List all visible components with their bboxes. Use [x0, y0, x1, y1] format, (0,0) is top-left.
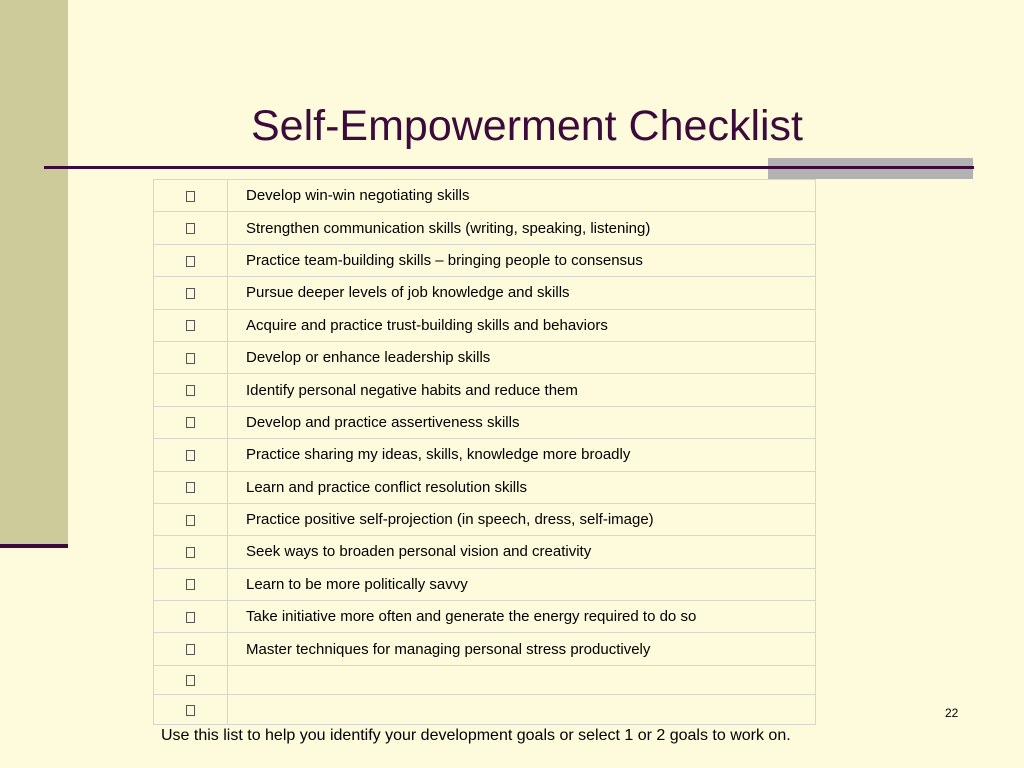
checkbox[interactable]	[186, 547, 195, 558]
checkbox[interactable]	[186, 385, 195, 396]
checklist-row	[154, 277, 816, 309]
checklist-item-text	[228, 665, 816, 695]
checklist-row	[154, 695, 816, 725]
checkbox[interactable]	[186, 579, 195, 590]
checkbox-cell	[154, 471, 228, 503]
decorative-gray-band	[768, 158, 973, 179]
checklist-item-text: Strengthen communication skills (writing, speaking, listening)	[228, 212, 816, 244]
checkbox[interactable]	[186, 320, 195, 331]
checklist-item-text: Develop or enhance leadership skills	[228, 341, 816, 373]
checkbox-cell	[154, 406, 228, 438]
checkbox-cell	[154, 244, 228, 276]
checkbox-cell	[154, 309, 228, 341]
checkbox[interactable]	[186, 515, 195, 526]
checklist-item-text: Take initiative more often and generate the energy required to do so	[228, 601, 816, 633]
checklist-item-text: Develop win-win negotiating skills	[228, 180, 816, 212]
checkbox-cell	[154, 633, 228, 665]
checklist-row	[154, 180, 816, 212]
checkbox[interactable]	[186, 612, 195, 623]
checkbox-cell	[154, 536, 228, 568]
checkbox[interactable]	[186, 450, 195, 461]
checklist-item-text: Master techniques for managing personal stress productively	[228, 633, 816, 665]
page-number: 22	[945, 706, 959, 720]
slide-title: Self-Empowerment Checklist	[250, 102, 803, 150]
checklist-item-text: Learn to be more politically savvy	[228, 568, 816, 600]
checklist-item-text: Acquire and practice trust-building skills and behaviors	[228, 309, 816, 341]
side-bar-rule	[0, 544, 68, 548]
checkbox[interactable]	[186, 288, 195, 299]
checkbox[interactable]	[186, 417, 195, 428]
decorative-side-bar	[0, 0, 68, 546]
checklist-row	[154, 309, 816, 341]
checkbox-cell	[154, 601, 228, 633]
checklist-row	[154, 633, 816, 665]
checklist-row	[154, 665, 816, 695]
checklist-item-text: Seek ways to broaden personal vision and creativity	[228, 536, 816, 568]
footer-note: Use this list to help you identify your development goals or select 1 or 2 goals to work on.	[161, 727, 791, 744]
checklist-row	[154, 244, 816, 276]
checklist-row	[154, 406, 816, 438]
checklist-item-text	[228, 695, 816, 725]
checklist-item-text: Identify personal negative habits and reduce them	[228, 374, 816, 406]
checkbox-cell	[154, 503, 228, 535]
checklist-row	[154, 503, 816, 535]
checklist-item-text: Learn and practice conflict resolution skills	[228, 471, 816, 503]
checklist-item-text: Practice team-building skills – bringing people to consensus	[228, 244, 816, 276]
checklist-row	[154, 601, 816, 633]
checkbox[interactable]	[186, 675, 195, 686]
checkbox[interactable]	[186, 191, 195, 202]
checkbox-cell	[154, 341, 228, 373]
checklist-row	[154, 212, 816, 244]
checkbox[interactable]	[186, 223, 195, 234]
checkbox-cell	[154, 695, 228, 725]
checklist-row	[154, 568, 816, 600]
checkbox-cell	[154, 568, 228, 600]
checkbox-cell	[154, 374, 228, 406]
checklist-item-text: Practice sharing my ideas, skills, knowledge more broadly	[228, 439, 816, 471]
checkbox[interactable]	[186, 353, 195, 364]
checklist-row	[154, 374, 816, 406]
checkbox-cell	[154, 665, 228, 695]
checklist-item-text: Develop and practice assertiveness skills	[228, 406, 816, 438]
checklist-row	[154, 439, 816, 471]
checklist-row	[154, 536, 816, 568]
checklist-row	[154, 471, 816, 503]
checkbox[interactable]	[186, 482, 195, 493]
checkbox[interactable]	[186, 644, 195, 655]
checklist-row	[154, 341, 816, 373]
checkbox-cell	[154, 180, 228, 212]
checkbox-cell	[154, 277, 228, 309]
checkbox[interactable]	[186, 256, 195, 267]
checklist-item-text: Pursue deeper levels of job knowledge and skills	[228, 277, 816, 309]
checkbox[interactable]	[186, 705, 195, 716]
checklist-table	[153, 179, 816, 725]
checkbox-cell	[154, 439, 228, 471]
checkbox-cell	[154, 212, 228, 244]
checklist-item-text: Practice positive self-projection (in speech, dress, self-image)	[228, 503, 816, 535]
